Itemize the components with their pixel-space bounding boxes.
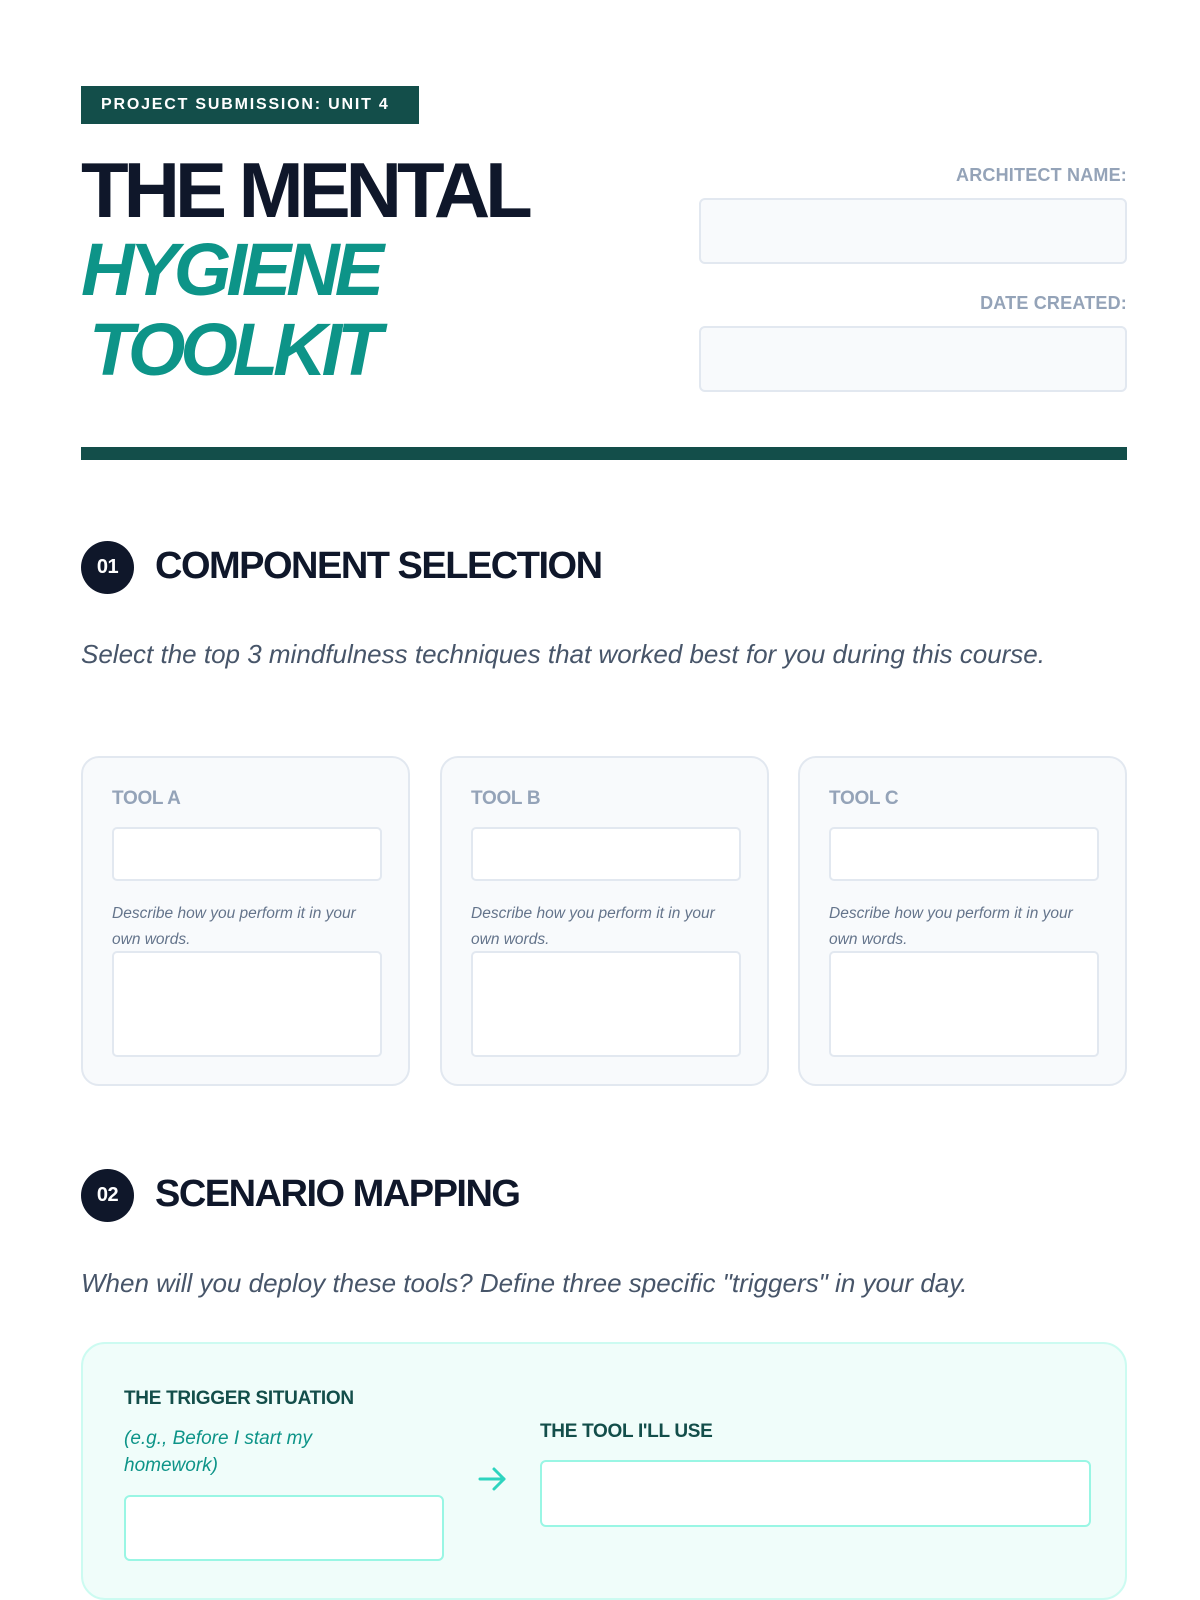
tool-description-hint: Describe how you perform it in your own words. bbox=[112, 905, 356, 948]
section-title: COMPONENT SELECTION bbox=[155, 545, 602, 587]
tool-description-textarea[interactable] bbox=[112, 951, 382, 1057]
tool-label: TOOL C bbox=[829, 788, 899, 809]
tool-label: TOOL B bbox=[471, 788, 541, 809]
header-divider bbox=[81, 447, 1127, 460]
tool-name-input[interactable] bbox=[829, 827, 1099, 881]
architect-name-label: ARCHITECT NAME: bbox=[956, 165, 1127, 185]
date-created-label: DATE CREATED: bbox=[980, 293, 1127, 313]
tool-description-textarea[interactable] bbox=[829, 951, 1099, 1057]
tool-name-input[interactable] bbox=[471, 827, 741, 881]
architect-name-field[interactable] bbox=[699, 198, 1127, 264]
trigger-situation-input[interactable] bbox=[124, 1495, 444, 1561]
tool-description-hint: Describe how you perform it in your own words. bbox=[829, 905, 1073, 948]
tool-ill-use-label: THE TOOL I'LL USE bbox=[540, 1421, 713, 1442]
tool-label: TOOL A bbox=[112, 788, 181, 809]
title-line-3: TOOLKIT bbox=[89, 308, 378, 391]
arrow-right-icon bbox=[476, 1462, 510, 1496]
tool-description-textarea[interactable] bbox=[471, 951, 741, 1057]
section-number-badge: 01 bbox=[81, 541, 134, 594]
section-title: SCENARIO MAPPING bbox=[155, 1173, 520, 1215]
trigger-situation-hint: (e.g., Before I start my homework) bbox=[124, 1428, 312, 1476]
tool-card-a bbox=[81, 756, 410, 1086]
project-badge: PROJECT SUBMISSION: UNIT 4 bbox=[81, 86, 419, 124]
scenario-card bbox=[81, 1342, 1127, 1600]
trigger-situation-label: THE TRIGGER SITUATION bbox=[124, 1388, 354, 1409]
tool-ill-use-input[interactable] bbox=[540, 1460, 1091, 1527]
title-line-1: THE MENTAL bbox=[81, 146, 528, 234]
page-title bbox=[81, 146, 528, 391]
section-number-badge: 02 bbox=[81, 1169, 134, 1222]
section-intro: When will you deploy these tools? Define three specific "triggers" in your day. bbox=[81, 1268, 968, 1298]
tool-card-c bbox=[798, 756, 1127, 1086]
title-line-2: HYGIENE bbox=[81, 228, 380, 311]
tool-name-input[interactable] bbox=[112, 827, 382, 881]
date-created-field[interactable] bbox=[699, 326, 1127, 392]
tool-card-b bbox=[440, 756, 769, 1086]
section-intro: Select the top 3 mindfulness techniques that worked best for you during this course. bbox=[81, 639, 1045, 669]
tool-description-hint: Describe how you perform it in your own words. bbox=[471, 905, 715, 948]
